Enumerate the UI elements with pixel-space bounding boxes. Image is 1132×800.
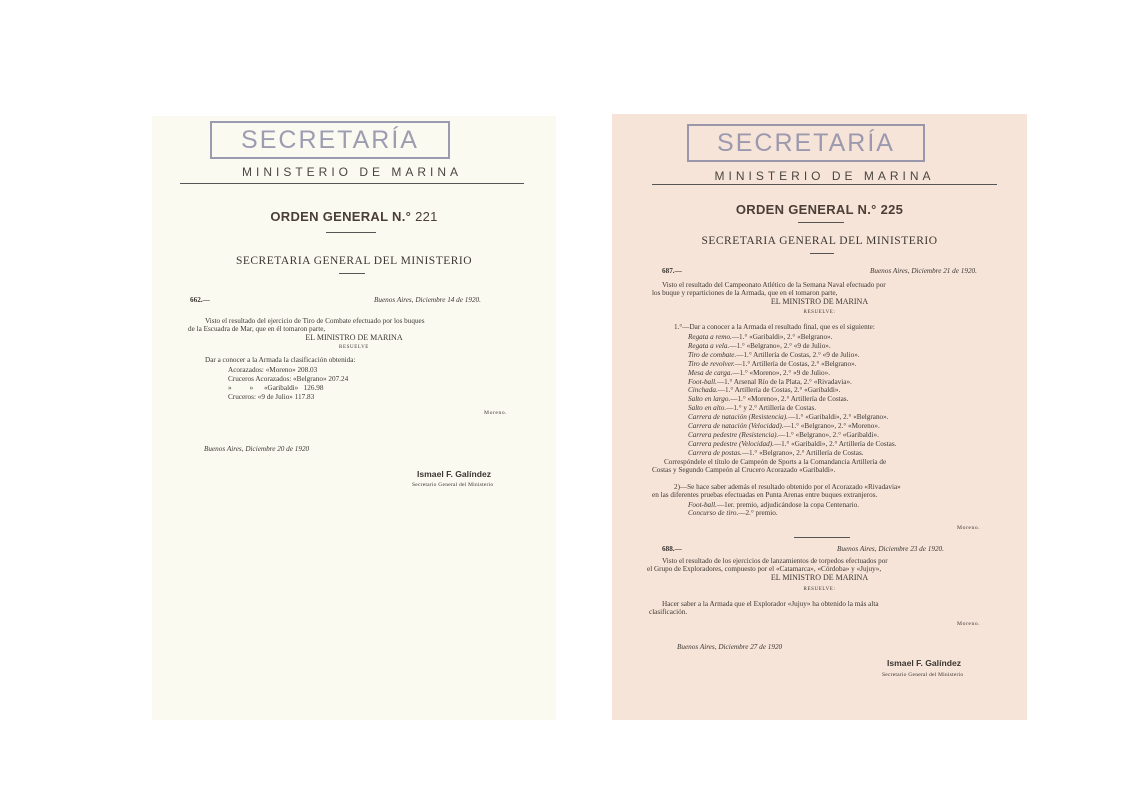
shooting-result [688, 509, 778, 517]
order-item-number: 687.— [662, 267, 682, 275]
football-text: —1er. premio, adjudicándose la copa Centenario. [716, 501, 860, 509]
minister-heading: EL MINISTRO DE MARINA [770, 297, 869, 306]
resuelve-label: RESUELVE: [803, 587, 836, 592]
result-line: Cruceros: «9 de Julio» 117.83 [228, 393, 315, 401]
event-name: Salto en largo. [688, 395, 731, 404]
event-result: —1.° «Moreno», 2.° Artillería de Costas. [730, 395, 849, 404]
document-page-left [152, 116, 556, 720]
order-date: Buenos Aires, Diciembre 21 de 1920. [870, 267, 977, 275]
event-name: Cinchada. [688, 386, 718, 395]
order-item-number: 662.— [190, 296, 210, 304]
resuelve-label: RESUELVE [339, 345, 369, 350]
event-name: Tiro de revolver. [688, 359, 735, 368]
event-name: Foot-ball. [688, 377, 717, 386]
section-title: SECRETARIA GENERAL DEL MINISTERIO [701, 235, 938, 247]
header-rule [652, 184, 997, 185]
event-result-row [688, 395, 848, 403]
body-line: el Grupo de Exploradores, compuesto por el «Catamarca», «Córdoba» y «Jujuy», [647, 565, 882, 573]
event-result-row [688, 333, 832, 341]
event-name: Carrera de natación (Resistencia). [688, 413, 788, 422]
signature-role: Secretario General del Ministerio [882, 672, 964, 678]
resuelve-label: RESUELVE: [803, 310, 836, 315]
section-rule [339, 273, 365, 274]
order-number: 221 [415, 209, 438, 224]
event-result: —1.° Arsenal Río de la Plata, 2.° «Rivadavia». [716, 377, 852, 386]
champion-line: Correspóndele el título de Campeón de Sports a la Comandancia Artillería de [664, 458, 887, 466]
event-result-row [688, 413, 889, 421]
event-result-row [688, 342, 831, 350]
signed-moreno: Moreno. [484, 410, 508, 416]
event-result-row [688, 404, 816, 412]
event-name: Carrera de postas. [688, 448, 742, 457]
minister-heading: EL MINISTRO DE MARINA [770, 573, 869, 582]
resolution-item-2: en las diferentes pruebas efectuadas en Punta Arenas entre buques extranjeros. [652, 491, 878, 499]
body-line: de la Escuadra de Mar, que en él tomaron parte, [188, 325, 326, 333]
event-result-row [688, 360, 857, 368]
event-result: —1.° «Belgrano», 2.° «Moreno». [783, 422, 880, 430]
event-result: —1.° y 2.° Artillería de Costas. [726, 404, 817, 413]
event-name: Mesa de carga. [688, 368, 733, 377]
resolution-item-2: 2)—Se hace saber además el resultado obtenido por el Acorazado «Rivadavia» [674, 483, 901, 491]
document-page-right [612, 114, 1027, 720]
champion-line: Costas y Segundo Campeón al Crucero Acorazado «Garibaldi». [652, 466, 836, 474]
signed-moreno: Moreno. [957, 525, 981, 531]
event-result: —1.° «Garibaldi», 2.° Artillería de Costas. [773, 439, 897, 448]
result-line: » » «Garibaldi» 126.98 [228, 384, 324, 392]
event-result: —1.° «Garibaldi», 2.° «Belgrano». [731, 333, 833, 341]
closing-date: Buenos Aires, Diciembre 20 de 1920 [204, 445, 310, 453]
section-rule [810, 253, 834, 254]
event-result: —1.° «Belgrano», 2.° Artillería de Costas. [741, 448, 864, 457]
result-line: Cruceros Acorazados: «Belgrano» 207.24 [228, 375, 349, 383]
body-line: los buque y reparticiones de la Armada, que en el tomaron parte, [652, 289, 838, 297]
order-date: Buenos Aires, Diciembre 14 de 1920. [374, 296, 481, 304]
event-result: —1.° «Moreno», 2.° «9 de Julio». [732, 368, 831, 377]
ministry-heading: MINISTERIO DE MARINA [241, 165, 462, 179]
resolution-line: clasificación. [649, 608, 688, 616]
order-prefix: ORDEN GENERAL N.° [270, 209, 412, 224]
event-result: —1.° Artillería de Costas, 2.° «Garibaldi». [717, 386, 841, 395]
event-result: —1.° Artillería de Costas, 2.° «9 de Julio». [736, 350, 860, 359]
title-rule [798, 222, 844, 223]
order-title [612, 202, 1027, 217]
event-result-row [688, 449, 864, 457]
event-result-row [688, 431, 879, 439]
football-name: Foot-ball. [688, 501, 717, 509]
event-name: Salto en alto. [688, 404, 727, 413]
event-name: Regata a remo. [688, 333, 732, 341]
title-rule [326, 232, 376, 233]
separator-rule [794, 537, 850, 538]
event-name: Carrera de natación (Velocidad). [688, 422, 784, 430]
event-result-row [688, 369, 830, 377]
order-title [152, 209, 556, 224]
event-result: —1.° Artillería de Costas, 2.° «Belgrano». [734, 359, 857, 368]
ministry-heading: MINISTERIO DE MARINA [714, 169, 935, 183]
section-title: SECRETARIA GENERAL DEL MINISTERIO [235, 255, 473, 267]
order-prefix: ORDEN GENERAL N.° [735, 202, 877, 217]
event-result: —1.° «Belgrano», 2.° «9 de Julio». [729, 341, 831, 350]
order-item-number: 688.— [662, 545, 682, 553]
minister-heading: EL MINISTRO DE MARINA [305, 333, 403, 342]
event-result-row [688, 351, 860, 359]
signed-moreno: Moreno. [957, 621, 981, 627]
order-date: Buenos Aires, Diciembre 23 de 1920. [837, 545, 944, 553]
order-number: 225 [880, 202, 904, 217]
shooting-text: —2.° premio. [738, 509, 778, 517]
signature-name: Ismael F. Galíndez [417, 469, 492, 479]
event-result-row [688, 440, 896, 448]
signature-name: Ismael F. Galíndez [887, 658, 962, 668]
resolution-line: Hacer saber a la Armada que el Explorador «Jujuy» ha obtenido la más alta [662, 600, 879, 608]
result-line: Acorazados: «Moreno» 208.03 [228, 366, 318, 374]
event-result: —1.° «Garibaldi», 2.° «Belgrano». [787, 413, 889, 422]
event-result-row [688, 422, 880, 430]
secretaria-stamp: SECRETARÍA [687, 124, 925, 162]
body-line: Visto el resultado del ejercicio de Tiro de Combate efectuado por los buques [205, 317, 425, 325]
event-result: —1.° «Belgrano», 2.° «Garibaldi». [778, 430, 879, 439]
event-result-row [688, 386, 840, 394]
shooting-name: Concurso de tiro. [688, 509, 739, 517]
event-name: Regata a vela. [688, 341, 730, 350]
resolution-item-1: 1.°—Dar a conocer a la Armada el resultado final, que es el siguiente: [674, 323, 875, 331]
header-rule [180, 183, 524, 184]
secretaria-stamp: SECRETARÍA [210, 121, 450, 159]
event-name: Carrera pedestre (Velocidad). [688, 439, 774, 448]
event-name: Carrera pedestre (Resistencia). [688, 430, 779, 439]
closing-date: Buenos Aires, Diciembre 27 de 1920 [677, 643, 783, 651]
event-result-row [688, 378, 852, 386]
signature-role: Secretario General del Ministerio [412, 482, 494, 488]
body-line: Visto el resultado del Campeonato Atlético de la Semana Naval efectuado por [662, 281, 886, 289]
body-line: Visto el resultado de los ejercicios de lanzamientos de torpedos efectuados por [662, 557, 888, 565]
resolution-text: Dar a conocer a la Armada la clasificación obtenida: [205, 356, 356, 364]
event-name: Tiro de combate. [688, 350, 737, 359]
